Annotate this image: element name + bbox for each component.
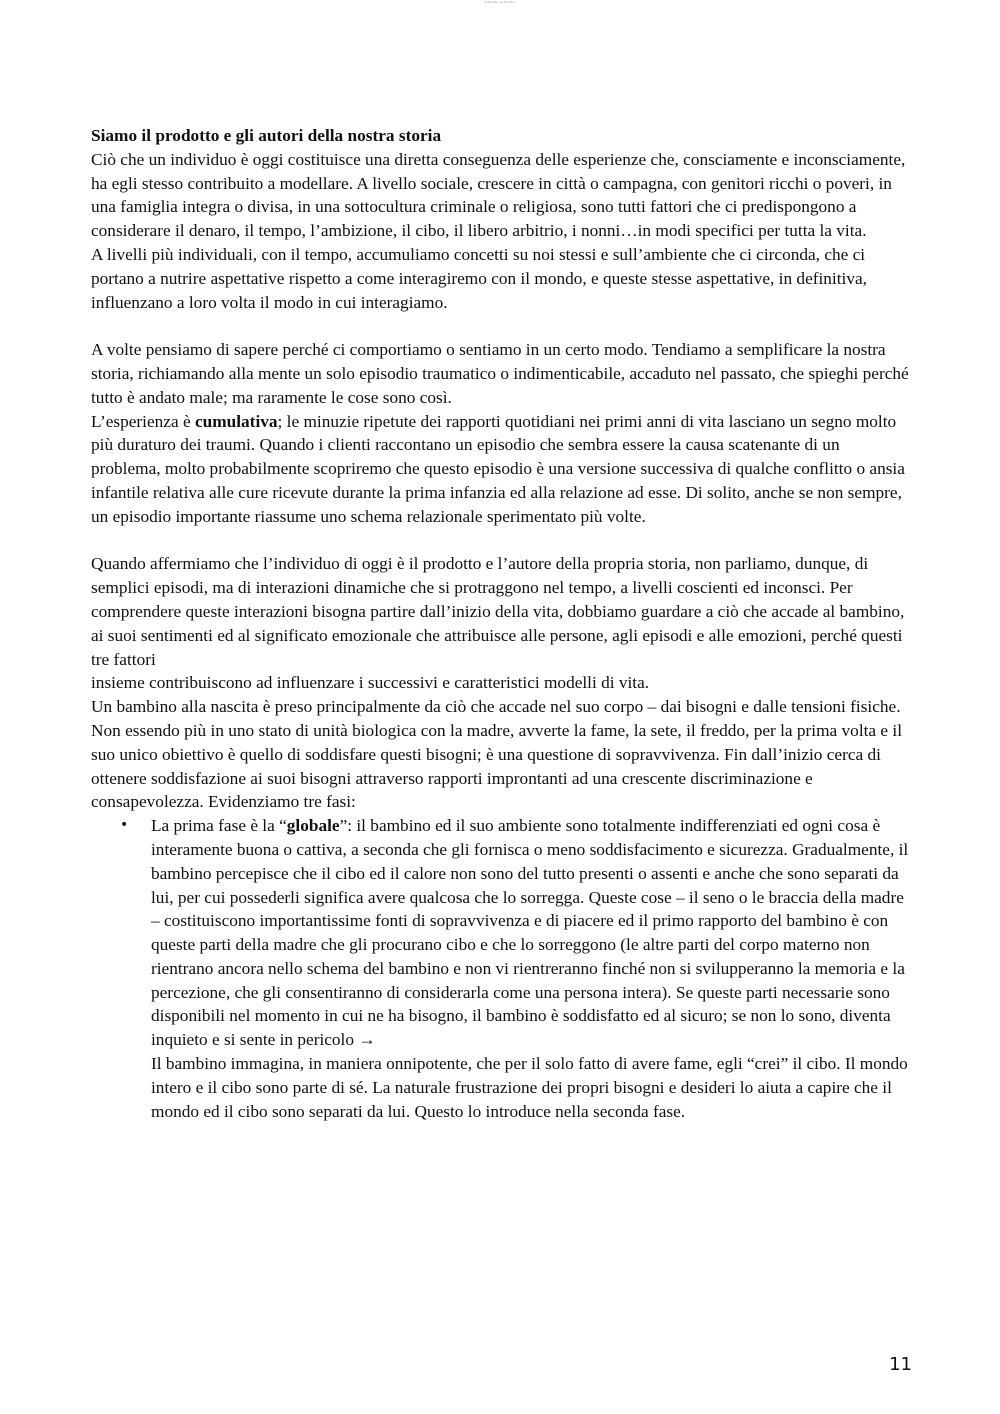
page-number: 11 <box>889 1354 912 1375</box>
header-watermark: Scaricato da Studocu <box>484 0 516 4</box>
paragraph-individual-levels: A livelli più individuali, con il tempo, accumuliamo concetti su noi stessi e sull’ambiente che ci circonda, che ci portano a nutrire aspettative rispetto a come interagiremo con il mondo, e queste stesse aspettative, in definitiva, influenzano a loro volta il modo in cui interagiamo. <box>91 244 867 312</box>
cumulative-text-before: L’esperienza è <box>91 411 195 431</box>
paragraph-cumulative-experience <box>91 410 911 529</box>
paragraph-dynamic-interactions-end: insieme contribuiscono ad influenzare i successivi e caratteristici modelli di vita. <box>91 673 650 693</box>
paragraph-dynamic-interactions: Quando affermiamo che l’individuo di oggi è il prodotto e l’autore della propria storia, non parliamo, dunque, di semplici episodi, ma di interazioni dinamiche che si protraggono nel tempo, a livelli coscienti ed inconsci. Per comprendere queste interazioni bisogna partire dall’inizio della vita, dobbiamo guardare a ciò che accade al bambino, ai suoi sentimenti ed al significato emozionale che attribuisce alle persone, agli episodi e alle emozioni, perché questi tre fattori <box>91 554 905 669</box>
arrow-right-icon: → <box>358 1030 376 1050</box>
paragraph-gap <box>91 314 911 338</box>
phase-continuation: Il bambino immagina, in maniera onnipotente, che per il solo fatto di avere fame, egli “crei” il cibo. Il mondo intero e il cibo sono parte di sé. La naturale frustrazione dei propri bisogni e desideri lo aiuta a capire che il mondo ed il cibo sono separati da lui. Questo lo introduce nella seconda fase. <box>151 1054 908 1121</box>
page-content <box>91 124 911 1123</box>
paragraph-gap <box>91 529 911 553</box>
phases-list <box>91 814 911 1123</box>
cumulative-text-after: ; le minuzie ripetute dei rapporti quotidiani nei primi anni di vita lasciano un segno molto più duraturo dei traumi. Quando i clienti raccontano un episodio che sembra essere la causa scatenante di un problema, molto probabilmente scopriremo che questo episodio è una versione successiva di qualche conflitto o ansia infantile relativa alle cure ricevute durante la prima infanzia ed alla relazione ad esse. Di solito, anche se non sempre, un episodio importante riassume uno schema relazionale sperimentato più volte. <box>91 411 905 526</box>
phase-text-after: ”: il bambino ed il suo ambiente sono totalmente indifferenziati ed ogni cosa è interamente buona o cattiva, a seconda che gli fornisca o meno soddisfacimento e sicurezza. Gradualmente, il bambino percepisce che il cibo ed il calore non sono del tutto presenti o assenti e anche che sono separati da lui, per cui possederli significa avere qualcosa che lo sorregga. Queste cose – il seno o le braccia della madre – costituiscono importantissime fonti di sopravvivenza e di piacere ed il primo rapporto del bambino è con queste parti della madre che gli procurano cibo e che lo sorreggono (le altre parti del corpo materno non rientrano ancora nello schema del bambino e non vi rientreranno finché non si svilupperanno la memoria e la percezione, che gli consentiranno di considerarla come una persona intera). Se queste parti necessarie sono disponibili nel momento in cui ne ha bisogno, il bambino è soddisfatto ed al sicuro; se non lo sono, diventa inquieto e si sente in pericolo <box>151 816 909 1050</box>
section-heading: Siamo il prodotto e gli autori della nostra storia <box>91 126 442 145</box>
cumulative-bold-term: cumulativa <box>194 411 278 431</box>
paragraph-newborn: Un bambino alla nascita è preso principalmente da ciò che accade nel suo corpo – dai bisogni e dalle tensioni fisiche. Non essendo più in uno stato di unità biologica con la madre, avverte la fame, la sete, il freddo, per la prima volta e il suo unico obiettivo è quello di soddisfare questi bisogni; è una questione di sopravvivenza. Fin dall’inizio cerca di ottenere soddisfazione ai suoi bisogni attraverso rapporti improntanti ad una crescente discriminazione e consapevolezza. Evidenziamo tre fasi: <box>91 697 903 812</box>
paragraph-intro: Ciò che un individuo è oggi costituisce una diretta conseguenza delle esperienze che, consciamente e inconsciamente, ha egli stesso contribuito a modellare. A livello sociale, crescere in città o campagna, con genitori ricchi o poveri, in una famiglia integra o divisa, in una sottocultura criminale o religiosa, sono tutti fattori che ci predispongono a considerare il denaro, il tempo, l’ambizione, il cibo, il libero arbitrio, i nonni…in modi specifici per tutta la vita. <box>91 149 906 241</box>
list-item-phase-global <box>91 814 911 1123</box>
phase-bold-term: globale <box>286 816 340 836</box>
phase-text-before: La prima fase è la “ <box>151 816 287 836</box>
paragraph-simplify-story: A volte pensiamo di sapere perché ci comportiamo o sentiamo in un certo modo. Tendiamo a semplificare la nostra storia, richiamando alla mente un solo episodio traumatico o indimenticabile, accaduto nel passato, che spieghi perché tutto è andato male; ma raramente le cose sono così. <box>91 340 909 407</box>
bullet-icon: • <box>120 817 129 834</box>
